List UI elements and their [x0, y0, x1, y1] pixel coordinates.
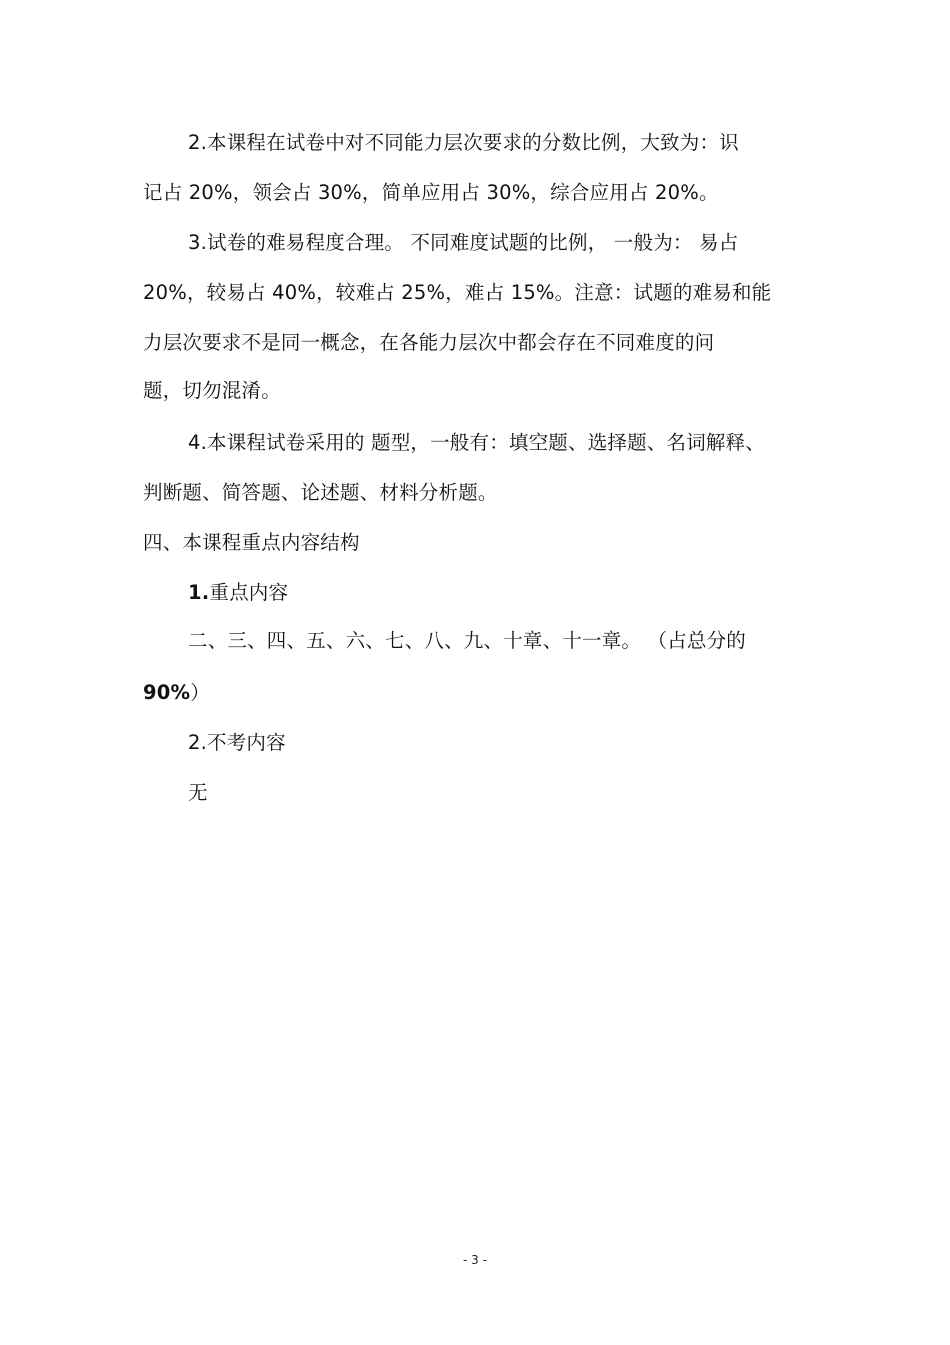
paragraph-2-line-1: 2.本课程在试卷中对不同能力层次要求的分数比例，大致为：识 [188, 131, 739, 154]
subheading-key-content [188, 580, 288, 606]
paragraph-3-line-2: 20%，较易占 40%，较难占 25%，难占 15%。注意：试题的难易和能 [143, 281, 772, 304]
paragraph-3-line-1: 3.试卷的难易程度合理。 不同难度试题的比例， 一般为： 易占 [188, 231, 739, 254]
paragraph-3-line-4: 题，切勿混淆。 [143, 379, 281, 402]
paragraph-3-line-3: 力层次要求不是同一概念，在各能力层次中都会存在不同难度的问 [143, 331, 715, 354]
subheading-excluded-content: 2.不考内容 [188, 731, 286, 754]
subheading-key-content-label: 重点内容 [209, 581, 289, 604]
closing-paren: ） [190, 681, 210, 704]
subheading-key-content-number: 1. [188, 581, 210, 604]
excluded-content-value: 无 [188, 781, 208, 804]
paragraph-4-line-1: 4.本课程试卷采用的 题型，一般有：填空题、选择题、名词解释、 [188, 431, 766, 454]
key-chapters-line-2 [143, 680, 210, 706]
score-percentage: 90% [143, 681, 191, 704]
page-number: - 3 - [463, 1253, 487, 1267]
section-4-heading: 四、本课程重点内容结构 [143, 531, 360, 554]
key-chapters-line-1: 二、三、四、五、六、七、八、九、十章、十一章。 （占总分的 [188, 629, 746, 652]
paragraph-4-line-2: 判断题、简答题、论述题、材料分析题。 [143, 481, 498, 504]
paragraph-2-line-2: 记占 20%，领会占 30%，简单应用占 30%，综合应用占 20%。 [143, 181, 719, 204]
